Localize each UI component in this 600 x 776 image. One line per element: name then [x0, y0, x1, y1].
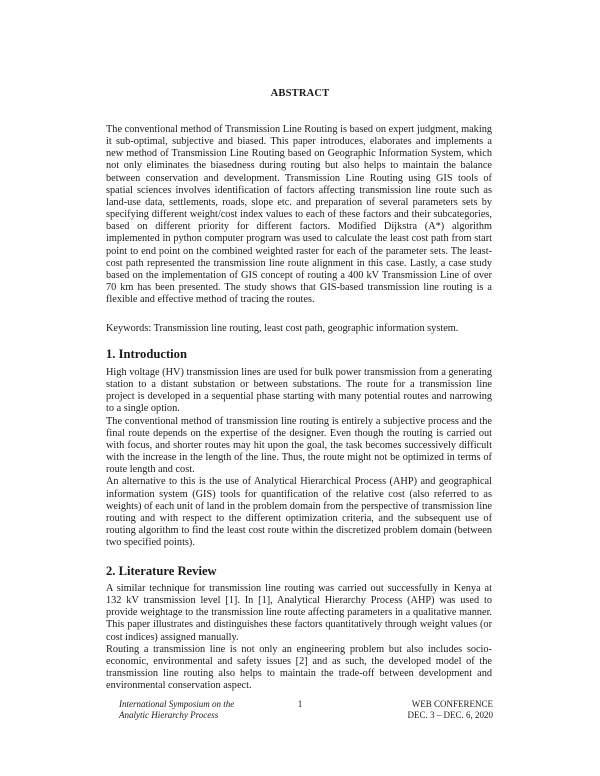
literature-review-paragraph-2: Routing a transmission line is not only an engineering problem but also includes socio-economic, environmental and safety issues [2] and as such, the developed model of the transmission line routing also helps to maintain the trade-off between development and environmental conservation aspect.	[106, 643, 492, 692]
literature-review-heading: 2. Literature Review	[106, 564, 217, 578]
abstract-title: ABSTRACT	[270, 88, 330, 99]
abstract-body	[106, 124, 492, 306]
introduction-body	[106, 367, 492, 549]
literature-review-paragraph-1: A similar technique for transmission line routing was carried out successfully in Kenya at 132 kV transmission level [1]. In [1], Analytical Hierarchy Process (AHP) was used to provide weightage to the transmission line route affecting parameters in a qualitative manner. This paper illustrates and distinguishes these factors quantitatively through weight values (or cost indices) assigned manually.	[106, 583, 492, 643]
footer-left-line-2: Analytic Hierarchy Process	[119, 710, 219, 720]
footer-left-line-1: International Symposium on the	[119, 699, 235, 709]
page-number: 1	[297, 699, 303, 709]
keywords-line: Keywords: Transmission line routing, least cost path, geographic information system.	[106, 323, 459, 334]
introduction-heading: 1. Introduction	[106, 347, 187, 361]
footer-right-line-2: DEC. 3 – DEC. 6, 2020	[407, 710, 493, 720]
introduction-paragraph-2: The conventional method of transmission line routing is entirely a subjective process and the final route depends on the expertise of the designer. Even though the routing is carried out with focus, and shorter routes may hit upon the goal, the task becomes successively difficult with the increase in the length of the line. Thus, the route might not be optimized in terms of route length and cost.	[106, 415, 492, 476]
abstract-paragraph: The conventional method of Transmission Line Routing is based on expert judgment, making it sub-optimal, subjective and biased. This paper introduces, elaborates and implements a new method of Transmission Line Routing based on Geographic Information System, which not only eliminates the biasedness during routing but also helps to maintain the balance between conservation and development. Transmission Line Routing using GIS tools of spatial sciences involves identification of factors affecting transmission line route such as land-use data, settlements, roads, slope etc. and preparation of several parameters sets by specifying different weight/cost index values to each of these factors and their subcategories, based on different priority for different factors. Modified Dijkstra (A*) algorithm implemented in python computer program was used to calculate the least cost path from start point to end point on the combined weighted raster for each of the parameter sets. The least-cost path represented the transmission line route alignment in this case. Lastly, a case study based on the implementation of GIS concept of routing a 400 kV Transmission Line of over 70 km has been presented. The study shows that GIS-based transmission line routing is a flexible and effective method of tracing the routes.	[106, 124, 492, 306]
footer-right-line-1: WEB CONFERENCE	[411, 699, 493, 709]
literature-review-body	[106, 583, 492, 692]
introduction-paragraph-1: High voltage (HV) transmission lines are used for bulk power transmission from a generating station to a distant substation or between substations. The route for a transmission line project is developed in a sequential phase starting with many potential routes and narrowing to a single option.	[106, 367, 492, 415]
footer-event-info	[408, 699, 494, 721]
introduction-paragraph-3: An alternative to this is the use of Analytical Hierarchical Process (AHP) and geographical information system (GIS) tools for quantification of the relative cost (also referred to as weights) of each unit of land in the problem domain from the perspective of transmission line routing and with respect to the different optimization criteria, and the subsequent use of routing algorithm to find the least cost route within the discretized problem domain (between two specified points).	[106, 476, 492, 549]
